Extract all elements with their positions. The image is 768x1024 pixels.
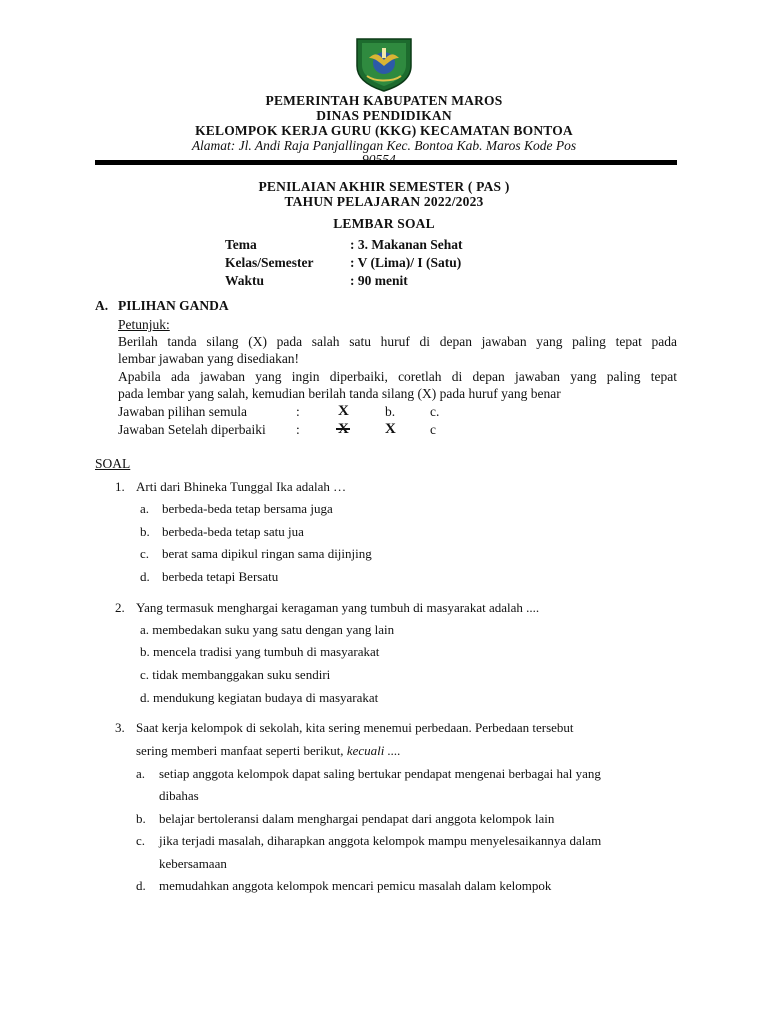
section-a-heading: PILIHAN GANDA <box>118 298 229 313</box>
header-address-cutoff <box>362 152 396 159</box>
example-original-c: c. <box>430 404 440 419</box>
example-corrected-c: c <box>430 422 436 437</box>
exam-title: PENILAIAN AKHIR SEMESTER ( PAS ) <box>258 179 510 194</box>
header-address: Alamat: Jl. Andi Raja Panjallingan Kec. Bontoa Kab. Maros Kode Pos <box>191 138 577 153</box>
question-2-number: 2. <box>115 600 125 615</box>
example-corrected-colon: : <box>296 422 300 437</box>
q2-option-c: c. tidak membanggakan suku sendiri <box>140 667 331 682</box>
question-3-text-line-2-main: sering memberi manfaat seperti berikut, <box>136 743 347 758</box>
q3-option-c-letter: c. <box>136 833 146 848</box>
q3-option-c-line-1: jika terjadi masalah, diharapkan anggota kelompok mampu menyelesaikannya dalam <box>159 833 602 848</box>
q1-option-d-letter: d. <box>140 569 150 584</box>
example-original-colon: : <box>296 404 300 419</box>
question-3-text-line-2 <box>136 743 401 759</box>
q1-option-b-letter: b. <box>140 524 150 539</box>
header-line-2: DINAS PENDIDIKAN <box>316 108 452 123</box>
q1-option-a-letter: a. <box>140 501 150 516</box>
cross-mark-b: X <box>385 421 396 437</box>
question-3-text-line-1: Saat kerja kelompok di sekolah, kita sering menemui perbedaan. Perbedaan tersebut <box>136 720 574 735</box>
q3-option-b: belajar bertoleransi dalam menghargai pendapat dari anggota kelompok lain <box>159 811 555 826</box>
petunjuk-label: Petunjuk: <box>118 317 170 332</box>
q1-option-d: berbeda tetapi Bersatu <box>162 569 279 584</box>
instruction-line-2: lembar jawaban yang disediakan! <box>118 351 300 366</box>
header-divider <box>95 160 677 165</box>
q1-option-a: berbeda-beda tetap bersama juga <box>162 501 333 516</box>
q3-option-c-line-2: kebersamaan <box>159 856 227 871</box>
example-corrected-label: Jawaban Setelah diperbaiki <box>118 422 266 437</box>
q3-option-d: memudahkan anggota kelompok mencari pemicu masalah dalam kelompok <box>159 878 552 893</box>
info-label-tema: Tema <box>225 237 257 252</box>
info-value-waktu: : 90 menit <box>350 273 408 288</box>
header-line-3: KELOMPOK KERJA GURU (KKG) KECAMATAN BONTOA <box>195 123 573 138</box>
instruction-line-3: Apabila ada jawaban yang ingin diperbaiki, coretlah di depan jawaban yang paling tepat <box>118 369 677 384</box>
header-line-1: PEMERINTAH KABUPATEN MAROS <box>265 93 503 108</box>
q3-option-a-line-1: setiap anggota kelompok dapat saling bertukar pendapat mengenai berbagai hal yang <box>159 766 601 781</box>
example-original-b: b. <box>385 404 396 419</box>
q2-option-a: a. membedakan suku yang satu dengan yang lain <box>140 622 395 637</box>
question-1-number: 1. <box>115 479 125 494</box>
question-1-text: Arti dari Bhineka Tunggal Ika adalah … <box>136 479 347 494</box>
q2-option-b: b. mencela tradisi yang tumbuh di masyarakat <box>140 644 380 659</box>
example-original-label: Jawaban pilihan semula <box>118 404 247 419</box>
q2-option-d: d. mendukung kegiatan budaya di masyarakat <box>140 690 379 705</box>
instruction-line-1: Berilah tanda silang (X) pada salah satu huruf di depan jawaban yang paling tepat pada <box>118 334 677 349</box>
q1-option-c: berat sama dipikul ringan sama dijinjing <box>162 546 372 561</box>
q1-option-b: berbeda-beda tetap satu jua <box>162 524 304 539</box>
info-label-kelas: Kelas/Semester <box>225 255 314 270</box>
exam-year: TAHUN PELAJARAN 2022/2023 <box>284 194 484 209</box>
section-a-number: A. <box>95 298 109 313</box>
info-label-waktu: Waktu <box>225 273 265 288</box>
info-value-tema: : 3. Makanan Sehat <box>350 237 463 252</box>
strike-mark <box>336 428 350 430</box>
soal-heading: SOAL <box>95 456 131 471</box>
q3-option-d-letter: d. <box>136 878 146 893</box>
kabupaten-logo <box>353 36 415 92</box>
question-3-number: 3. <box>115 720 125 735</box>
sheet-title: LEMBAR SOAL <box>333 216 435 231</box>
cross-mark-a: X <box>338 403 349 419</box>
question-3-kecuali: kecuali .... <box>346 743 401 758</box>
q3-option-a-line-2: dibahas <box>159 788 199 803</box>
q3-option-a-letter: a. <box>136 766 146 781</box>
instruction-line-4: pada lembar yang salah, kemudian berilah tanda silang (X) pada huruf yang benar <box>118 386 561 401</box>
question-2-text: Yang termasuk menghargai keragaman yang tumbuh di masyarakat adalah .... <box>136 600 540 615</box>
info-value-kelas: : V (Lima)/ I (Satu) <box>350 255 462 270</box>
q3-option-b-letter: b. <box>136 811 146 826</box>
q1-option-c-letter: c. <box>140 546 150 561</box>
